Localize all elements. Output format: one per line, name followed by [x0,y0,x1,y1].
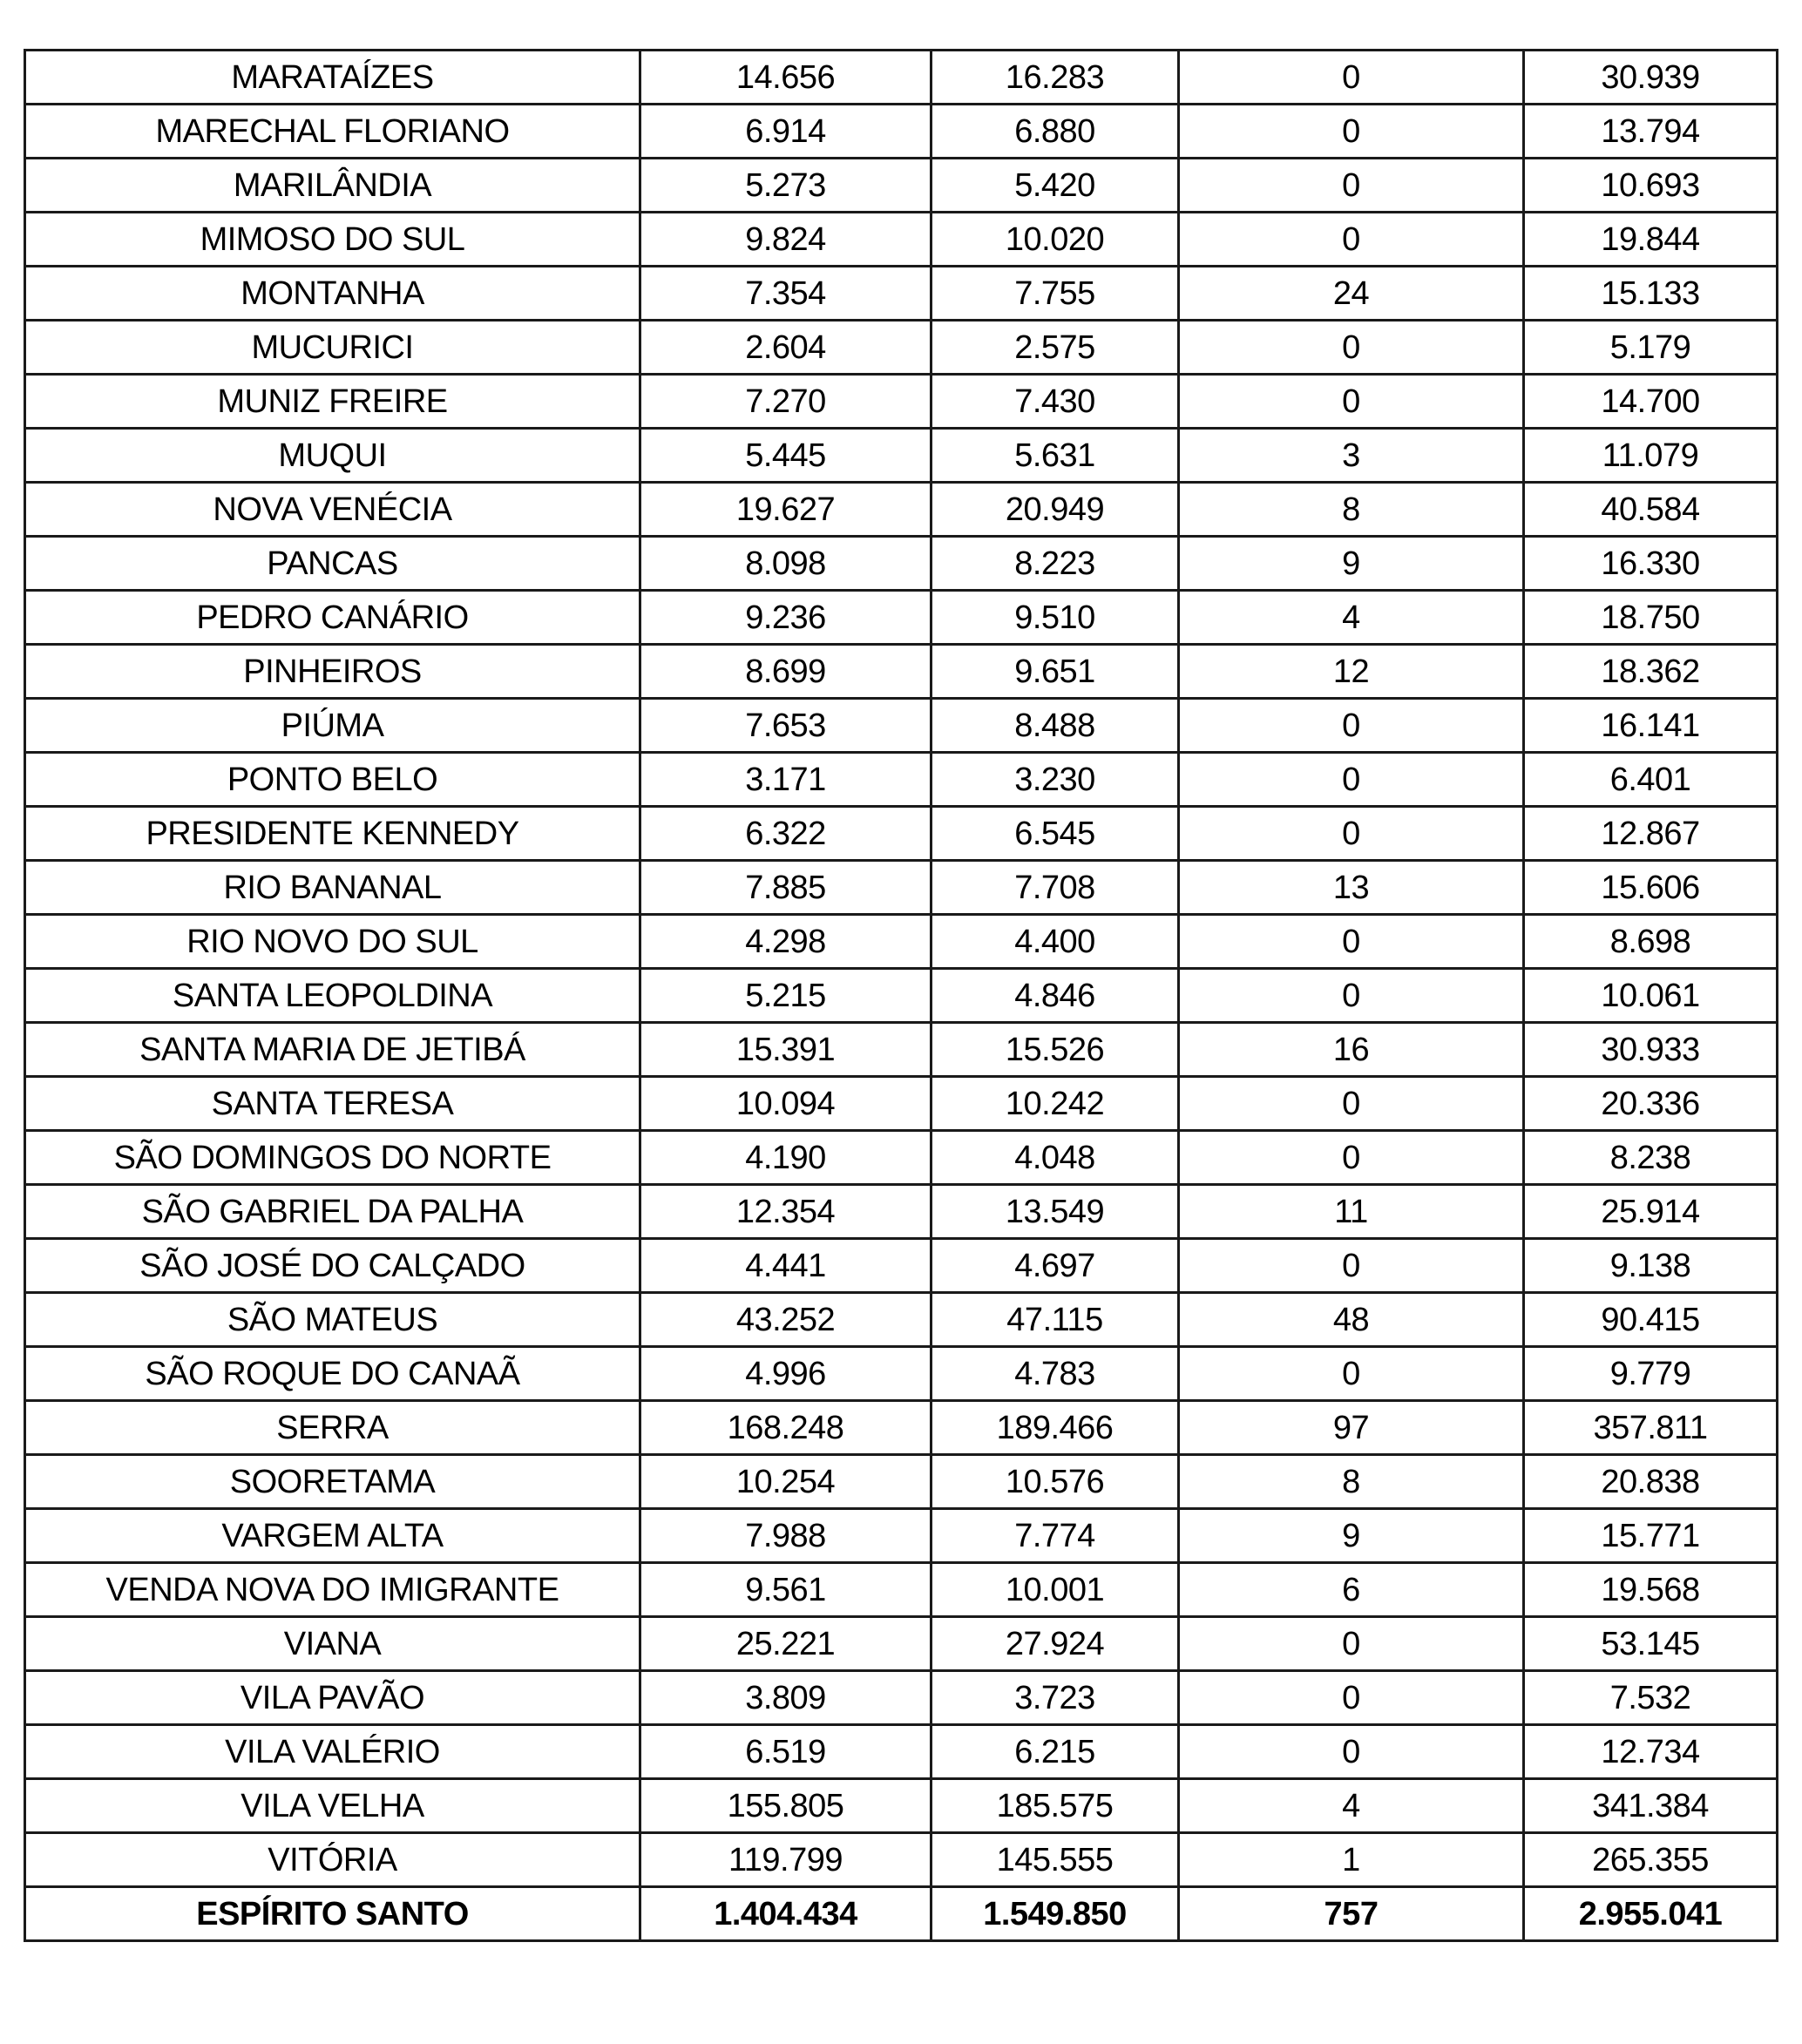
total-value-cell: 16.141 [1524,699,1778,753]
value-cell-3: 0 [1179,807,1524,861]
total-value-cell: 7.532 [1524,1671,1778,1725]
value-cell-1: 5.273 [640,159,931,213]
total-value-cell: 53.145 [1524,1617,1778,1671]
value-cell-2: 10.576 [931,1455,1179,1509]
value-cell-3: 8 [1179,483,1524,537]
municipality-name-cell: VENDA NOVA DO IMIGRANTE [25,1563,640,1617]
value-cell-1: 5.445 [640,429,931,483]
value-cell-1: 7.653 [640,699,931,753]
value-cell-2: 13.549 [931,1185,1179,1239]
value-cell-2: 185.575 [931,1779,1179,1833]
total-value-cell: 12.734 [1524,1725,1778,1779]
value-cell-2: 9.651 [931,645,1179,699]
value-cell-2: 4.783 [931,1347,1179,1401]
municipality-name-cell: VILA VELHA [25,1779,640,1833]
value-cell-1: 4.190 [640,1131,931,1185]
total-value-cell: 6.401 [1524,753,1778,807]
value-cell-2: 20.949 [931,483,1179,537]
table-row [25,591,1778,645]
municipality-name-cell: SÃO MATEUS [25,1293,640,1347]
table-row [25,753,1778,807]
value-cell-3: 0 [1179,1077,1524,1131]
value-cell-1: 4.996 [640,1347,931,1401]
total-value-cell: 30.933 [1524,1023,1778,1077]
municipality-name-cell: SANTA TERESA [25,1077,640,1131]
value-cell-2: 4.846 [931,969,1179,1023]
value-cell-3: 8 [1179,1455,1524,1509]
table-row [25,1509,1778,1563]
municipality-name-cell: MARILÂNDIA [25,159,640,213]
value-cell-2: 5.420 [931,159,1179,213]
value-cell-3: 97 [1179,1401,1524,1455]
table-row [25,1455,1778,1509]
municipality-name-cell: MUCURICI [25,321,640,375]
total-value-cell: 15.133 [1524,267,1778,321]
value-cell-2: 7.755 [931,267,1179,321]
value-cell-3: 0 [1179,321,1524,375]
table-row [25,537,1778,591]
table-row [25,1023,1778,1077]
value-cell-3: 0 [1179,1725,1524,1779]
value-cell-3: 13 [1179,861,1524,915]
total-value-cell: 8.238 [1524,1131,1778,1185]
municipality-name-cell: SÃO ROQUE DO CANAÃ [25,1347,640,1401]
municipality-name-cell: SERRA [25,1401,640,1455]
total-value-cell: 20.336 [1524,1077,1778,1131]
table-row [25,645,1778,699]
value-cell-1: 8.699 [640,645,931,699]
value-cell-1: 15.391 [640,1023,931,1077]
total-value-cell: 10.061 [1524,969,1778,1023]
total-value-cell: 19.568 [1524,1563,1778,1617]
table-row [25,699,1778,753]
municipality-name-cell: PINHEIROS [25,645,640,699]
value-cell-1: 4.298 [640,915,931,969]
value-cell-2: 189.466 [931,1401,1179,1455]
table-row [25,915,1778,969]
value-cell-3: 1 [1179,1833,1524,1887]
value-cell-2: 6.880 [931,105,1179,159]
value-cell-1: 168.248 [640,1401,931,1455]
value-cell-3: 0 [1179,105,1524,159]
table-row [25,1131,1778,1185]
value-cell-1: 10.254 [640,1455,931,1509]
municipality-name-cell: SANTA MARIA DE JETIBÁ [25,1023,640,1077]
value-cell-3: 0 [1179,1239,1524,1293]
table-row [25,1617,1778,1671]
table-row [25,969,1778,1023]
value-cell-1: 5.215 [640,969,931,1023]
value-cell-1: 7.988 [640,1509,931,1563]
value-cell-2: 6.215 [931,1725,1179,1779]
municipality-name-cell: VITÓRIA [25,1833,640,1887]
value-cell-1: 6.519 [640,1725,931,1779]
state-value-cell-1: 1.404.434 [640,1887,931,1941]
value-cell-2: 8.488 [931,699,1179,753]
total-value-cell: 12.867 [1524,807,1778,861]
value-cell-2: 10.001 [931,1563,1179,1617]
table-row [25,429,1778,483]
total-value-cell: 19.844 [1524,213,1778,267]
value-cell-2: 5.631 [931,429,1179,483]
total-value-cell: 9.779 [1524,1347,1778,1401]
value-cell-3: 16 [1179,1023,1524,1077]
state-value-cell-3: 757 [1179,1887,1524,1941]
value-cell-1: 9.824 [640,213,931,267]
municipality-name-cell: SOORETAMA [25,1455,640,1509]
value-cell-2: 6.545 [931,807,1179,861]
total-value-cell: 30.939 [1524,51,1778,105]
value-cell-3: 11 [1179,1185,1524,1239]
value-cell-3: 0 [1179,1131,1524,1185]
municipality-name-cell: PEDRO CANÁRIO [25,591,640,645]
total-value-cell: 11.079 [1524,429,1778,483]
table-row [25,483,1778,537]
municipality-name-cell: RIO BANANAL [25,861,640,915]
municipality-name-cell: NOVA VENÉCIA [25,483,640,537]
value-cell-3: 12 [1179,645,1524,699]
value-cell-2: 9.510 [931,591,1179,645]
value-cell-3: 4 [1179,1779,1524,1833]
table-row [25,1671,1778,1725]
table-row [25,375,1778,429]
value-cell-3: 0 [1179,375,1524,429]
value-cell-3: 0 [1179,969,1524,1023]
value-cell-1: 43.252 [640,1293,931,1347]
value-cell-3: 0 [1179,1617,1524,1671]
value-cell-2: 7.774 [931,1509,1179,1563]
municipality-name-cell: PIÚMA [25,699,640,753]
value-cell-2: 4.697 [931,1239,1179,1293]
value-cell-2: 7.430 [931,375,1179,429]
state-total-value-cell: 2.955.041 [1524,1887,1778,1941]
municipality-name-cell: SÃO JOSÉ DO CALÇADO [25,1239,640,1293]
total-value-cell: 14.700 [1524,375,1778,429]
value-cell-1: 12.354 [640,1185,931,1239]
total-value-cell: 15.771 [1524,1509,1778,1563]
value-cell-2: 4.048 [931,1131,1179,1185]
value-cell-1: 7.270 [640,375,931,429]
municipality-name-cell: MIMOSO DO SUL [25,213,640,267]
municipality-name-cell: MARECHAL FLORIANO [25,105,640,159]
value-cell-3: 4 [1179,591,1524,645]
municipality-name-cell: MONTANHA [25,267,640,321]
table-row [25,321,1778,375]
state-name-cell: ESPÍRITO SANTO [25,1887,640,1941]
municipality-name-cell: SANTA LEOPOLDINA [25,969,640,1023]
table-row [25,861,1778,915]
municipality-name-cell: MARATAÍZES [25,51,640,105]
value-cell-1: 9.561 [640,1563,931,1617]
value-cell-1: 2.604 [640,321,931,375]
value-cell-2: 8.223 [931,537,1179,591]
table-row [25,1185,1778,1239]
municipality-name-cell: RIO NOVO DO SUL [25,915,640,969]
total-value-cell: 16.330 [1524,537,1778,591]
total-value-cell: 18.750 [1524,591,1778,645]
value-cell-1: 6.914 [640,105,931,159]
table-row [25,1347,1778,1401]
table-row [25,51,1778,105]
municipality-name-cell: SÃO DOMINGOS DO NORTE [25,1131,640,1185]
municipality-name-cell: VARGEM ALTA [25,1509,640,1563]
municipality-name-cell: PRESIDENTE KENNEDY [25,807,640,861]
value-cell-1: 10.094 [640,1077,931,1131]
total-value-cell: 18.362 [1524,645,1778,699]
table-row [25,1779,1778,1833]
value-cell-2: 10.020 [931,213,1179,267]
municipality-name-cell: PANCAS [25,537,640,591]
table-body [25,51,1778,1941]
table-row [25,267,1778,321]
table-row [25,1239,1778,1293]
value-cell-2: 3.230 [931,753,1179,807]
value-cell-2: 27.924 [931,1617,1179,1671]
value-cell-1: 6.322 [640,807,931,861]
value-cell-3: 0 [1179,699,1524,753]
value-cell-3: 0 [1179,1671,1524,1725]
table-row [25,1725,1778,1779]
value-cell-3: 6 [1179,1563,1524,1617]
value-cell-1: 14.656 [640,51,931,105]
value-cell-3: 24 [1179,267,1524,321]
value-cell-1: 7.885 [640,861,931,915]
value-cell-3: 3 [1179,429,1524,483]
value-cell-1: 3.171 [640,753,931,807]
table-row [25,213,1778,267]
table-row [25,1077,1778,1131]
table-row [25,1563,1778,1617]
table-row [25,807,1778,861]
value-cell-3: 0 [1179,213,1524,267]
table-row [25,105,1778,159]
table-row [25,1293,1778,1347]
value-cell-2: 3.723 [931,1671,1179,1725]
value-cell-3: 9 [1179,1509,1524,1563]
value-cell-1: 8.098 [640,537,931,591]
municipality-name-cell: PONTO BELO [25,753,640,807]
municipality-name-cell: VILA PAVÃO [25,1671,640,1725]
value-cell-2: 4.400 [931,915,1179,969]
total-value-cell: 20.838 [1524,1455,1778,1509]
table-row [25,1833,1778,1887]
total-value-cell: 341.384 [1524,1779,1778,1833]
value-cell-3: 0 [1179,753,1524,807]
total-value-cell: 9.138 [1524,1239,1778,1293]
value-cell-2: 16.283 [931,51,1179,105]
table-row [25,159,1778,213]
municipality-table-container [24,49,1776,1942]
total-value-cell: 357.811 [1524,1401,1778,1455]
value-cell-3: 0 [1179,915,1524,969]
value-cell-1: 119.799 [640,1833,931,1887]
value-cell-1: 9.236 [640,591,931,645]
value-cell-3: 0 [1179,51,1524,105]
value-cell-3: 0 [1179,159,1524,213]
value-cell-1: 19.627 [640,483,931,537]
total-value-cell: 5.179 [1524,321,1778,375]
municipality-name-cell: SÃO GABRIEL DA PALHA [25,1185,640,1239]
value-cell-1: 155.805 [640,1779,931,1833]
municipality-population-table [24,49,1778,1942]
total-value-cell: 8.698 [1524,915,1778,969]
value-cell-3: 48 [1179,1293,1524,1347]
value-cell-1: 3.809 [640,1671,931,1725]
value-cell-1: 7.354 [640,267,931,321]
value-cell-2: 7.708 [931,861,1179,915]
municipality-name-cell: MUNIZ FREIRE [25,375,640,429]
state-total-row [25,1887,1778,1941]
value-cell-1: 25.221 [640,1617,931,1671]
value-cell-2: 47.115 [931,1293,1179,1347]
municipality-name-cell: VIANA [25,1617,640,1671]
value-cell-2: 15.526 [931,1023,1179,1077]
value-cell-2: 10.242 [931,1077,1179,1131]
state-value-cell-2: 1.549.850 [931,1887,1179,1941]
municipality-name-cell: VILA VALÉRIO [25,1725,640,1779]
total-value-cell: 265.355 [1524,1833,1778,1887]
value-cell-1: 4.441 [640,1239,931,1293]
total-value-cell: 25.914 [1524,1185,1778,1239]
total-value-cell: 40.584 [1524,483,1778,537]
total-value-cell: 90.415 [1524,1293,1778,1347]
municipality-name-cell: MUQUI [25,429,640,483]
total-value-cell: 15.606 [1524,861,1778,915]
table-row [25,1401,1778,1455]
value-cell-2: 145.555 [931,1833,1179,1887]
value-cell-2: 2.575 [931,321,1179,375]
total-value-cell: 10.693 [1524,159,1778,213]
total-value-cell: 13.794 [1524,105,1778,159]
value-cell-3: 9 [1179,537,1524,591]
value-cell-3: 0 [1179,1347,1524,1401]
